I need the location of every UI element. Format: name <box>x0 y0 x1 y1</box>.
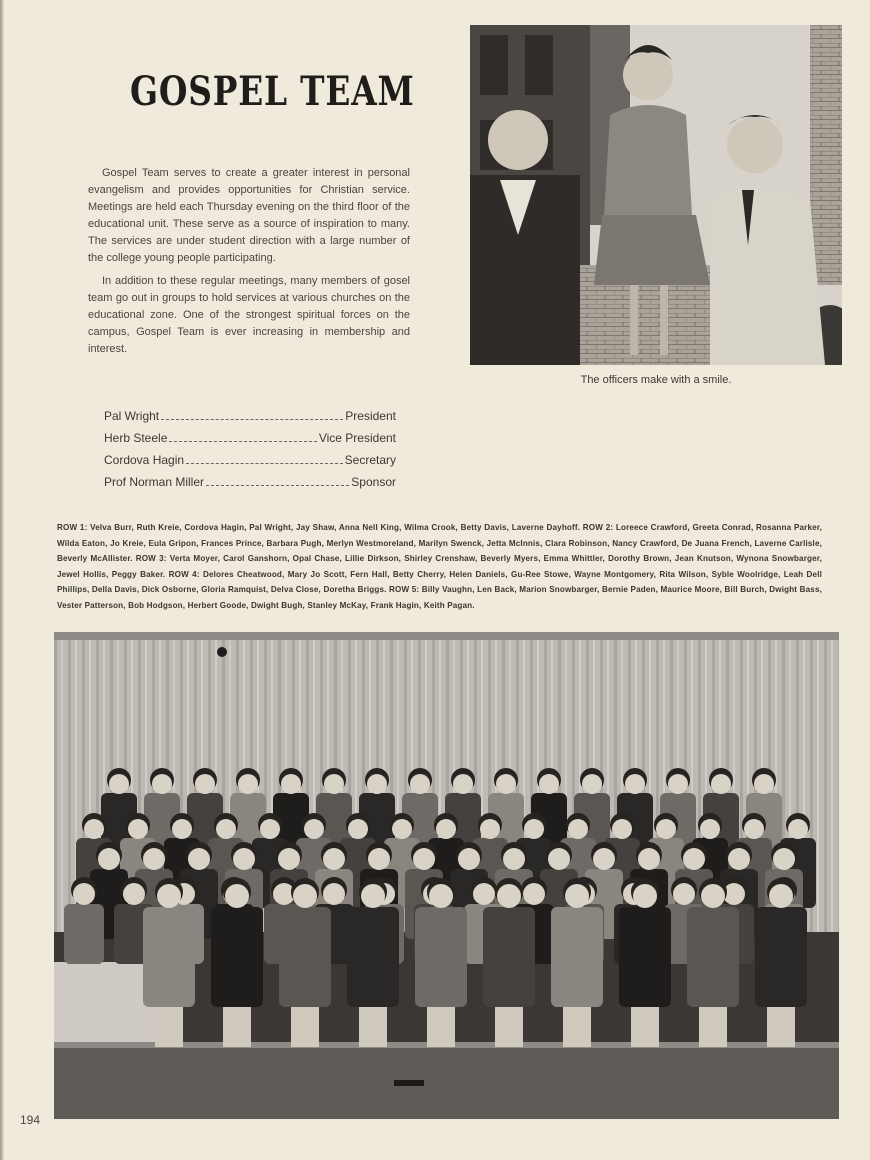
officers-list <box>104 405 396 493</box>
intro-paragraph-1: Gospel Team serves to create a greater interest in personal evangelism and provides opportunities for Christian service. Meetings are held each Thursday evening on the third floor of the educational unit. These serve as a source of inspiration to many. The services are under student direction with a large number of the college young people participating. <box>88 167 410 264</box>
group-photo <box>54 632 839 1119</box>
person-figure <box>64 904 104 964</box>
person-figure <box>279 907 331 1007</box>
person-figure <box>483 907 535 1007</box>
officer-row <box>104 449 396 471</box>
officer-name: Prof Norman Miller <box>104 475 205 489</box>
officer-role: Secretary <box>344 453 396 467</box>
intro-paragraph-2: In addition to these regular meetings, many members of gosel team go out in groups to hold services at various churches on the educational zone. One of the strongest spiritual forces on the campus, Gospel Team is ever increasing in membership and interest. <box>88 275 410 355</box>
photo-caption: The officers make with a smile. <box>580 374 732 386</box>
dot-leader <box>161 409 343 420</box>
person-figure <box>619 907 671 1007</box>
officer-row <box>104 405 396 427</box>
dot-leader <box>169 431 316 442</box>
person-figure <box>211 907 263 1007</box>
page-title: GOSPEL TEAM <box>130 68 415 115</box>
intro-text <box>88 165 410 364</box>
officer-role: President <box>345 409 396 423</box>
person-figure <box>347 907 399 1007</box>
dot-leader <box>206 475 349 486</box>
officer-role: Vice President <box>318 431 396 445</box>
person-figure <box>687 907 739 1007</box>
person-figure <box>551 907 603 1007</box>
officer-name: Pal Wright <box>104 409 160 423</box>
officer-row <box>104 471 396 493</box>
officers-photo <box>470 25 842 365</box>
dot-leader <box>186 453 343 464</box>
officer-name: Cordova Hagin <box>104 453 185 467</box>
person-figure <box>415 907 467 1007</box>
officer-name: Herb Steele <box>104 431 168 445</box>
officer-row <box>104 427 396 449</box>
person-figure <box>143 907 195 1007</box>
person-figure <box>755 907 807 1007</box>
page-number: 194 <box>20 1113 41 1127</box>
group-rows-caption: ROW 1: Velva Burr, Ruth Kreie, Cordova Hagin, Pal Wright, Jay Shaw, Anna Nell King, Wilma Crook, Betty Davis, Laverne Dayhoff. ROW 2: Loreece Crawford, Greeta Conrad, Rosanna Parker, Wilda Eaton, Jo Kreie, Eula Gripon, Frances Prince, Barbara Pugh, Merlyn Westmoreland, Marilyn Swenck, Jetta McInnis, Clara Robinson, Nancy Crawford, De Juana French, Laverne Carlisle, Beverly McAllister. ROW 3: Verta Moyer, Carol Ganshorn, Opal Chase, Lillie Dirkson, Shirley Crenshaw, Beverly Myers, Emma Whittler, Dorothy Brown, Jean Knutson, Wynona Snowbarger, Jewel Hollis, Peggy Baker. ROW 4: Delores Cheatwood, Mary Jo Scott, Fern Hall, Betty Cherry, Helen Daniels, Gu-Ree Stowe, Wayne Montgomery, Rita Wilson, Syble Woolridge, Leah Dell Phillips, Della Davis, Dick Osborne, Gloria Ramquist, Delva Close, Doretha Briggs. ROW 5: Billy Vaughn, Len Back, Marion Snowbarger, Bernie Paden, Maurice Moore, Bill Burch, Dwight Bass, Vester Patterson, Bob Hodgson, Herbert Goode, Dwight Bugh, Stanley McKay, Frank Hagin, Keith Pagan. <box>57 523 822 610</box>
officer-role: Sponsor <box>351 475 396 489</box>
page-binding-edge <box>0 0 4 1160</box>
